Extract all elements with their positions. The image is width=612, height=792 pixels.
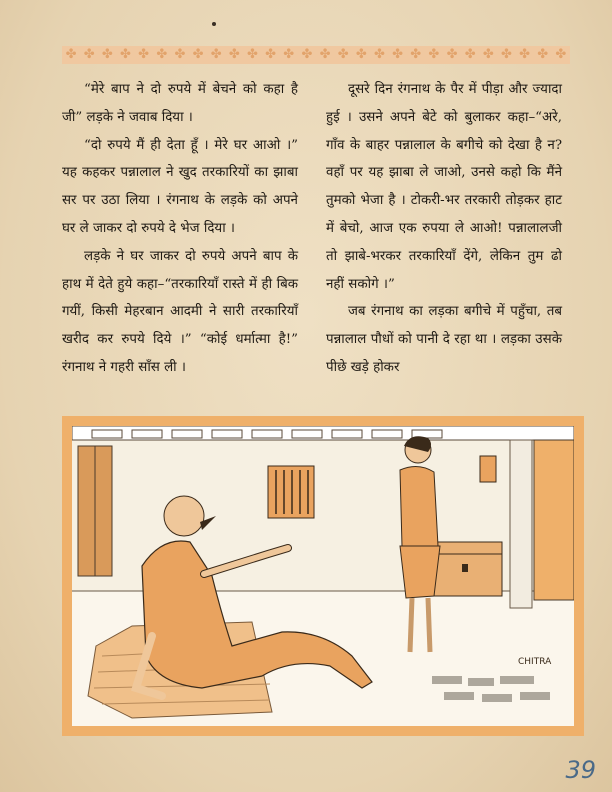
page-number: 39	[565, 756, 596, 784]
illustration	[62, 416, 584, 736]
text-column-right	[326, 76, 562, 382]
paragraph: दूसरे दिन रंगनाथ के पैर में पीड़ा और ज्यादा हुई । उसने अपने बेटे को बुलाकर कहा–“अरे, गाँव के बाहर पन्नालाल के बगीचे को देखा है न? वहाँ पर यह झाबा ले जाओ, उनसे कहो कि मैंने तुमको भेजा है । टोकरी-भर तरकारी तोड़कर हाट में बेचो, आज एक रुपया ले आओ! पन्नालालजी तो झाबे-भरकर तरकारियाँ देंगे, लेकिन तुम ढो नहीं सकोगे ।”	[326, 82, 562, 292]
illustration-scene	[72, 426, 574, 726]
decorative-border: ✤ ✤ ✤ ✤ ✤ ✤ ✤ ✤ ✤ ✤ ✤ ✤ ✤ ✤ ✤ ✤ ✤ ✤ ✤ ✤ ✤ ✤ ✤ ✤ ✤ ✤ ✤ ✤	[62, 46, 570, 64]
paragraph: “दो रुपये मैं ही देता हूँ । मेरे घर आओ ।” यह कहकर पन्नालाल ने खुद तरकारियों का झाबा सर पर उठा लिया । रंगनाथ के लड़के को अपने घर ले जाकर दो रुपये दे भेज दिया ।	[62, 137, 298, 236]
paragraph: जब रंगनाथ का लड़का बगीचे में पहुँचा, तब पन्नालाल पौधों को पानी दे रहा था । लड़का उसके पीछे खड़े होकर	[326, 304, 562, 375]
paragraph: “मेरे बाप ने दो रुपये में बेचने को कहा है जी” लड़के ने जवाब दिया ।	[62, 82, 298, 125]
paragraph: लड़के ने घर जाकर दो रुपये अपने बाप के हाथ में देते हुये कहा–“तरकारियाँ रास्ते में ही बिक गयीं, किसी मेहरबान आदमी ने सारी तरकारियाँ खरीद कर रुपये दिये ।” “कोई धर्मात्मा है!” रंगनाथ ने गहरी साँस ली ।	[62, 248, 298, 375]
print-mark	[212, 22, 216, 26]
artist-signature: CHITRA	[518, 657, 552, 667]
text-column-left	[62, 76, 298, 382]
